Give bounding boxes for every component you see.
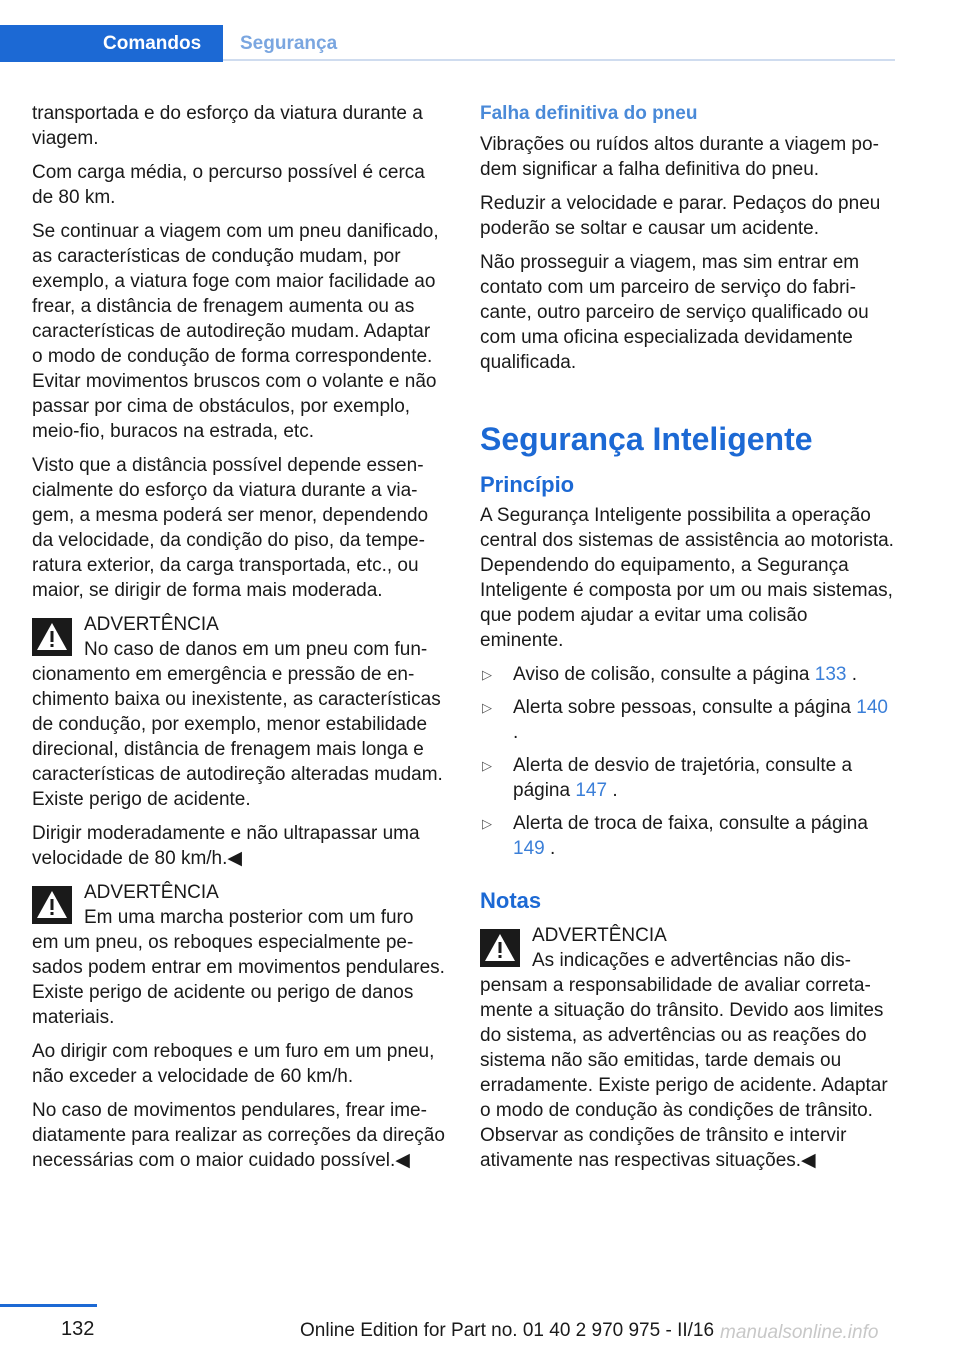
paragraph: Reduzir a velocidade e parar. Pedaços do pneu poderão se soltar e causar um acidente.: [480, 193, 881, 239]
paragraph: A Segurança Inteligente possibilita a operação central dos sistemas de assistência ao motorista. Dependendo do equipamento, a Segurança Inteligente é composta por um ou mais sistemas, que podem ajudar a evitar uma colisão eminente.: [480, 505, 894, 651]
list-item-end: .: [544, 838, 556, 859]
warning-icon: [32, 886, 72, 924]
subheading-notas: Notas: [480, 888, 542, 913]
paragraph: Com carga média, o percurso possível é cerca de 80 km.: [32, 162, 425, 208]
warning-block: [32, 612, 445, 812]
warning-title: ADVERTÊNCIA: [532, 925, 667, 946]
paragraph: transportada e do esforço da viatura durante a viagem.: [32, 103, 423, 149]
list-item-end: .: [846, 664, 858, 685]
list-item-text: Alerta de troca de faixa, consulte a página: [513, 813, 868, 834]
warning-title: ADVERTÊNCIA: [84, 882, 219, 903]
list-item: [480, 753, 895, 803]
list-item-text: Alerta sobre pessoas, consulte a página: [513, 697, 857, 718]
watermark: manualsonline.info: [720, 1322, 879, 1343]
list-item-end: .: [607, 780, 618, 801]
page-header: [0, 0, 960, 62]
feature-list: [480, 662, 895, 861]
triangle-bullet-icon: ▷: [482, 700, 492, 715]
page-link[interactable]: 149: [513, 838, 545, 859]
paragraph: Se continuar a viagem com um pneu danificado, as características de condução mudam, por exemplo, a viatura foge com maior facilidade ao frear, a distância de frenagem aumenta ou as características de autodireção mudam. Adaptar o modo de condução de forma correspondente. Evitar movimentos bruscos com o volante e não passar por cima de obstáculos, por exemplo, meio-fio, buracos na estrada, etc.: [32, 221, 439, 442]
list-item: [480, 811, 895, 861]
tab-comandos[interactable]: Comandos: [0, 25, 223, 62]
edition-text: Online Edition for Part no. 01 40 2 970 975 - II/16: [300, 1320, 715, 1341]
header-divider: [223, 59, 895, 61]
tab-seguranca[interactable]: Segurança: [240, 33, 338, 54]
list-item: [480, 662, 895, 687]
right-column: [480, 101, 895, 1182]
warning-block: [32, 880, 445, 1030]
list-item: [480, 695, 895, 745]
triangle-bullet-icon: ▷: [482, 816, 492, 831]
warning-block: [480, 923, 895, 1173]
page-link[interactable]: 147: [575, 780, 608, 801]
subheading-principio: Princípio: [480, 472, 575, 497]
list-item-text: Aviso de colisão, consulte a página: [513, 664, 815, 685]
section-title: Segurança Inteligente: [480, 421, 813, 457]
triangle-bullet-icon: ▷: [482, 758, 492, 773]
page-number: 132: [61, 1318, 95, 1340]
warning-text: As indicações e advertências não dispensam a responsabilidade de avaliar corretamente a situação do trânsito. Devido aos limites do sistema, as advertências ou as reações do sistema não são emitidas, tarde demais ou erradamente. Existe perigo de acidente. Adaptar o modo de condução às condições de trânsito. Observar as condições de trânsito e intervir ativamente nas respectivas situações.◀: [480, 950, 888, 1171]
paragraph: Visto que a distância possível depende essencialmente do esforço da viatura durante a viagem, a mesma poderá ser menor, dependendo da velocidade, da condição do piso, da temperatura exterior, da carga transportada, etc., ou maior, se dirigir de forma mais moderada.: [32, 455, 429, 601]
triangle-bullet-icon: ▷: [482, 667, 492, 682]
paragraph: Vibrações ou ruídos altos durante a viagem podem significar a falha definitiva do pneu.: [480, 134, 879, 180]
paragraph: Não prosseguir a viagem, mas sim entrar em contato com um parceiro de serviço do fabricante, outro parceiro de serviço qualificado ou com uma oficina especializada devidamente qualificada.: [480, 252, 869, 373]
subheading-falha: Falha definitiva do pneu: [480, 103, 698, 124]
page-link[interactable]: 133: [814, 664, 847, 685]
page-link[interactable]: 140: [856, 697, 888, 718]
warning-icon: [480, 929, 520, 967]
warning-text: Em uma marcha posterior com um furo em um pneu, os reboques especialmente pesados podem entrar em movimentos pendulares. Existe perigo de acidente ou perigo de danos materiais.: [32, 907, 445, 1028]
warning-icon: [32, 618, 72, 656]
footer-accent-line: [0, 1304, 97, 1307]
paragraph: Dirigir moderadamente e não ultrapassar uma velocidade de 80 km/h.◀: [32, 823, 420, 869]
warning-title: ADVERTÊNCIA: [84, 614, 219, 635]
list-item-text: Alerta de desvio de trajetória, consulte a página: [513, 755, 853, 801]
list-item-end: .: [513, 722, 519, 743]
warning-text: No caso de danos em um pneu com funcionamento em emergência e pressão de enchimento baixa ou inexistente, as características de condução, por exemplo, menor estabilidade direcional, distância de frenagem mais longa e características de autodireção alteradas mudam. Existe perigo de acidente.: [32, 639, 443, 810]
left-column: [32, 101, 445, 1182]
paragraph: Ao dirigir com reboques e um furo em um pneu, não exceder a velocidade de 60 km/h.: [32, 1041, 435, 1087]
paragraph: No caso de movimentos pendulares, frear imediatamente para realizar as correções da direção necessárias com o maior cuidado possível.◀: [32, 1100, 445, 1171]
